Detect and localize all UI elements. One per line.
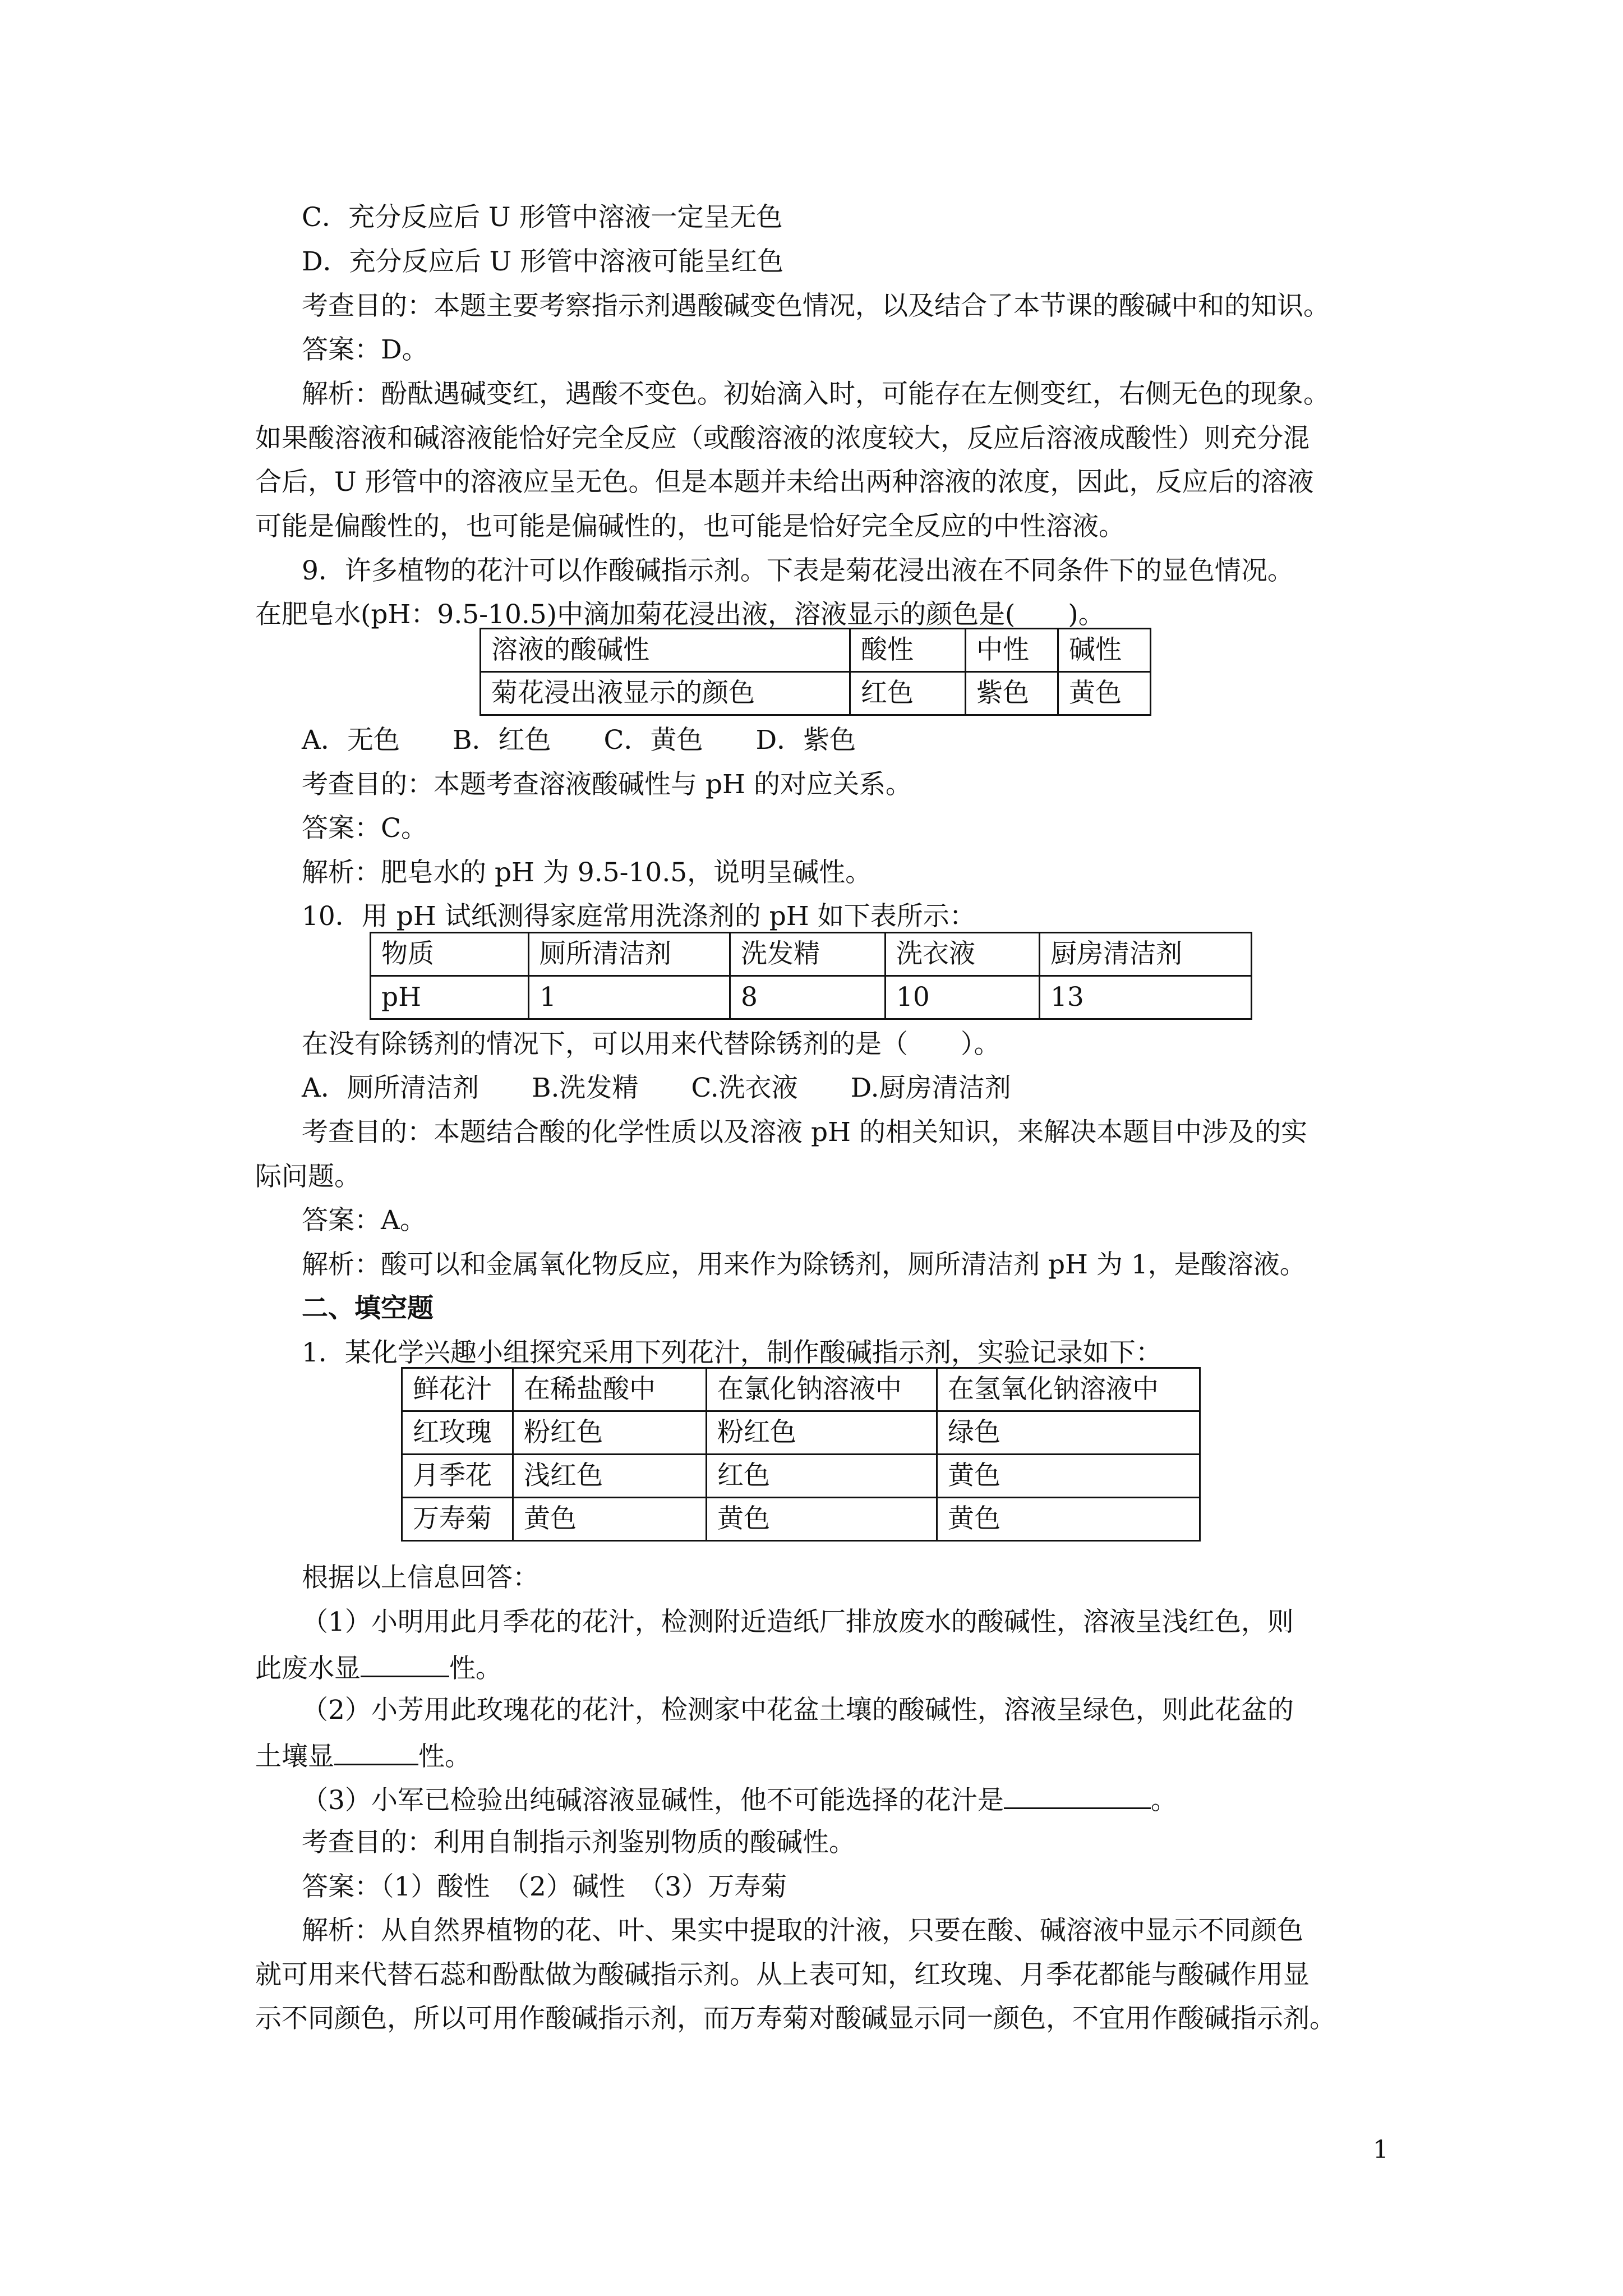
table-row (481, 629, 1151, 672)
table-cell: 溶液的酸碱性 (481, 629, 850, 672)
table-cell: 红色 (850, 672, 966, 715)
fill-q1-stem: 1．某化学兴趣小组探究采用下列花汁，制作酸碱指示剂，实验记录如下： (302, 1337, 1162, 1368)
q8-answer: 答案：D。 (302, 334, 428, 365)
fill-q1-analysis: 示不同颜色，所以可用作酸碱指示剂，而万寿菊对酸碱显示同一颜色，不宜用作酸碱指示剂。 (255, 2003, 1336, 2034)
table-cell: 中性 (966, 629, 1058, 672)
fill-q1-sub1: （1）小明用此月季花的花汁，检测附近造纸厂排放废水的酸碱性，溶液呈浅红色，则 (302, 1607, 1294, 1637)
table-cell: 碱性 (1058, 629, 1151, 672)
q9-purpose: 考查目的：本题考查溶液酸碱性与 pH 的对应关系。 (302, 769, 912, 800)
table-cell: 黄色 (937, 1498, 1200, 1541)
table-cell: 黄色 (707, 1498, 937, 1541)
table-cell: 万寿菊 (402, 1498, 513, 1541)
table-cell: 8 (730, 976, 886, 1019)
q9-stem: 9．许多植物的花汁可以作酸碱指示剂。下表是菊花浸出液在不同条件下的显色情况。 (302, 555, 1294, 586)
table-cell: 红色 (707, 1455, 937, 1498)
table-cell: 在稀盐酸中 (513, 1368, 707, 1411)
q10-analysis: 解析：酸可以和金属氧化物反应，用来作为除锈剂，厕所清洁剂 pH 为 1，是酸溶液。 (302, 1249, 1306, 1280)
table-cell: 10 (886, 976, 1040, 1019)
table-cell: 绿色 (937, 1411, 1200, 1455)
table-cell: 黄色 (513, 1498, 707, 1541)
fill-q1-sub1 (255, 1650, 502, 1686)
q10-stem: 10．用 pH 试纸测得家庭常用洗涤剂的 pH 如下表所示： (302, 901, 976, 932)
table-cell: 厨房清洁剂 (1040, 933, 1252, 976)
q8-analysis-line: 如果酸溶液和碱溶液能恰好完全反应（或酸溶液的浓度较大，反应后溶液成酸性）则充分混 (255, 423, 1310, 454)
q8-purpose: 考查目的：本题主要考察指示剂遇酸碱变色情况，以及结合了本节课的酸碱中和的知识。 (302, 291, 1330, 321)
table-cell: 厕所清洁剂 (529, 933, 730, 976)
table-cell: pH (371, 976, 529, 1019)
sub3-suffix: 。 (1150, 1785, 1177, 1816)
q10-purpose: 考查目的：本题结合酸的化学性质以及溶液 pH 的相关知识，来解决本题目中涉及的实 (302, 1117, 1307, 1148)
q8-analysis-line: 解析：酚酞遇碱变红，遇酸不变色。初始滴入时，可能存在左侧变红，右侧无色的现象。 (302, 379, 1330, 409)
table-cell: 浅红色 (513, 1455, 707, 1498)
fill-q1-purpose: 考查目的：利用自制指示剂鉴别物质的酸碱性。 (302, 1827, 855, 1858)
table-cell: 13 (1040, 976, 1252, 1019)
fill-q1-lead: 根据以上信息回答： (302, 1562, 539, 1593)
table-row (402, 1368, 1200, 1411)
q10-table (370, 932, 1252, 1020)
table-cell: 在氯化钠溶液中 (707, 1368, 937, 1411)
q10-question: 在没有除锈剂的情况下，可以用来代替除锈剂的是（ ）。 (302, 1029, 1000, 1060)
q9-stem: 在肥皂水(pH：9.5-10.5)中滴加菊花浸出液，溶液显示的颜色是( )。 (255, 599, 1105, 630)
q10-answer: 答案：A。 (302, 1205, 426, 1236)
table-cell: 紫色 (966, 672, 1058, 715)
table-row (371, 976, 1252, 1019)
q9-options: A．无色 B．红色 C．黄色 D．紫色 (302, 725, 856, 756)
table-row (402, 1411, 1200, 1455)
answer-blank[interactable] (361, 1650, 449, 1677)
table-cell: 物质 (371, 933, 529, 976)
table-cell: 黄色 (937, 1455, 1200, 1498)
table-row (402, 1455, 1200, 1498)
q10-options: A．厕所清洁剂 B.洗发精 C.洗衣液 D.厨房清洁剂 (302, 1073, 1011, 1103)
page-number: 1 (1373, 2136, 1389, 2164)
q8-option-c: C．充分反应后 U 形管中溶液一定呈无色 (302, 202, 783, 233)
table-row (481, 672, 1151, 715)
fill-q1-answer: 答案：（1）酸性 （2）碱性 （3）万寿菊 (302, 1871, 787, 1902)
section-heading: 二、填空题 (302, 1293, 434, 1324)
table-cell: 1 (529, 976, 730, 1019)
q9-answer: 答案：C。 (302, 813, 427, 844)
table-cell: 月季花 (402, 1455, 513, 1498)
answer-blank[interactable] (334, 1738, 418, 1765)
table-row (371, 933, 1252, 976)
sub2-suffix: 性。 (418, 1741, 471, 1772)
sub3-prefix: （3）小军已检验出纯碱溶液显碱性，他不可能选择的花汁是 (302, 1785, 1004, 1816)
fill-q1-sub3 (302, 1782, 1177, 1818)
sub2-prefix: 土壤显 (255, 1741, 334, 1772)
sub1-prefix: 此废水显 (255, 1653, 361, 1684)
sub1-suffix: 性。 (449, 1653, 502, 1684)
answer-blank[interactable] (1004, 1782, 1151, 1809)
flower-juice-table (401, 1367, 1201, 1542)
q8-analysis-line: 可能是偏酸性的，也可能是偏碱性的，也可能是恰好完全反应的中性溶液。 (255, 511, 1125, 542)
table-cell: 黄色 (1058, 672, 1151, 715)
table-row (402, 1498, 1200, 1541)
q8-option-d: D．充分反应后 U 形管中溶液可能呈红色 (302, 246, 784, 277)
fill-q1-sub2 (255, 1738, 471, 1774)
q8-analysis-line: 合后，U 形管中的溶液应呈无色。但是本题并未给出两种溶液的浓度，因此，反应后的溶液 (255, 467, 1314, 498)
table-cell: 酸性 (850, 629, 966, 672)
fill-q1-analysis: 就可用来代替石蕊和酚酞做为酸碱指示剂。从上表可知，红玫瑰、月季花都能与酸碱作用显 (255, 1959, 1310, 1990)
table-cell: 在氢氧化钠溶液中 (937, 1368, 1200, 1411)
table-cell: 粉红色 (707, 1411, 937, 1455)
table-cell: 鲜花汁 (402, 1368, 513, 1411)
table-cell: 洗发精 (730, 933, 886, 976)
q9-table (479, 628, 1151, 716)
fill-q1-sub2: （2）小芳用此玫瑰花的花汁，检测家中花盆土壤的酸碱性，溶液呈绿色，则此花盆的 (302, 1695, 1294, 1726)
fill-q1-analysis: 解析：从自然界植物的花、叶、果实中提取的汁液，只要在酸、碱溶液中显示不同颜色 (302, 1915, 1303, 1946)
table-cell: 菊花浸出液显示的颜色 (481, 672, 850, 715)
q9-analysis: 解析：肥皂水的 pH 为 9.5-10.5，说明呈碱性。 (302, 857, 872, 888)
table-cell: 洗衣液 (886, 933, 1040, 976)
table-cell: 粉红色 (513, 1411, 707, 1455)
table-cell: 红玫瑰 (402, 1411, 513, 1455)
q10-purpose: 际问题。 (255, 1161, 361, 1192)
